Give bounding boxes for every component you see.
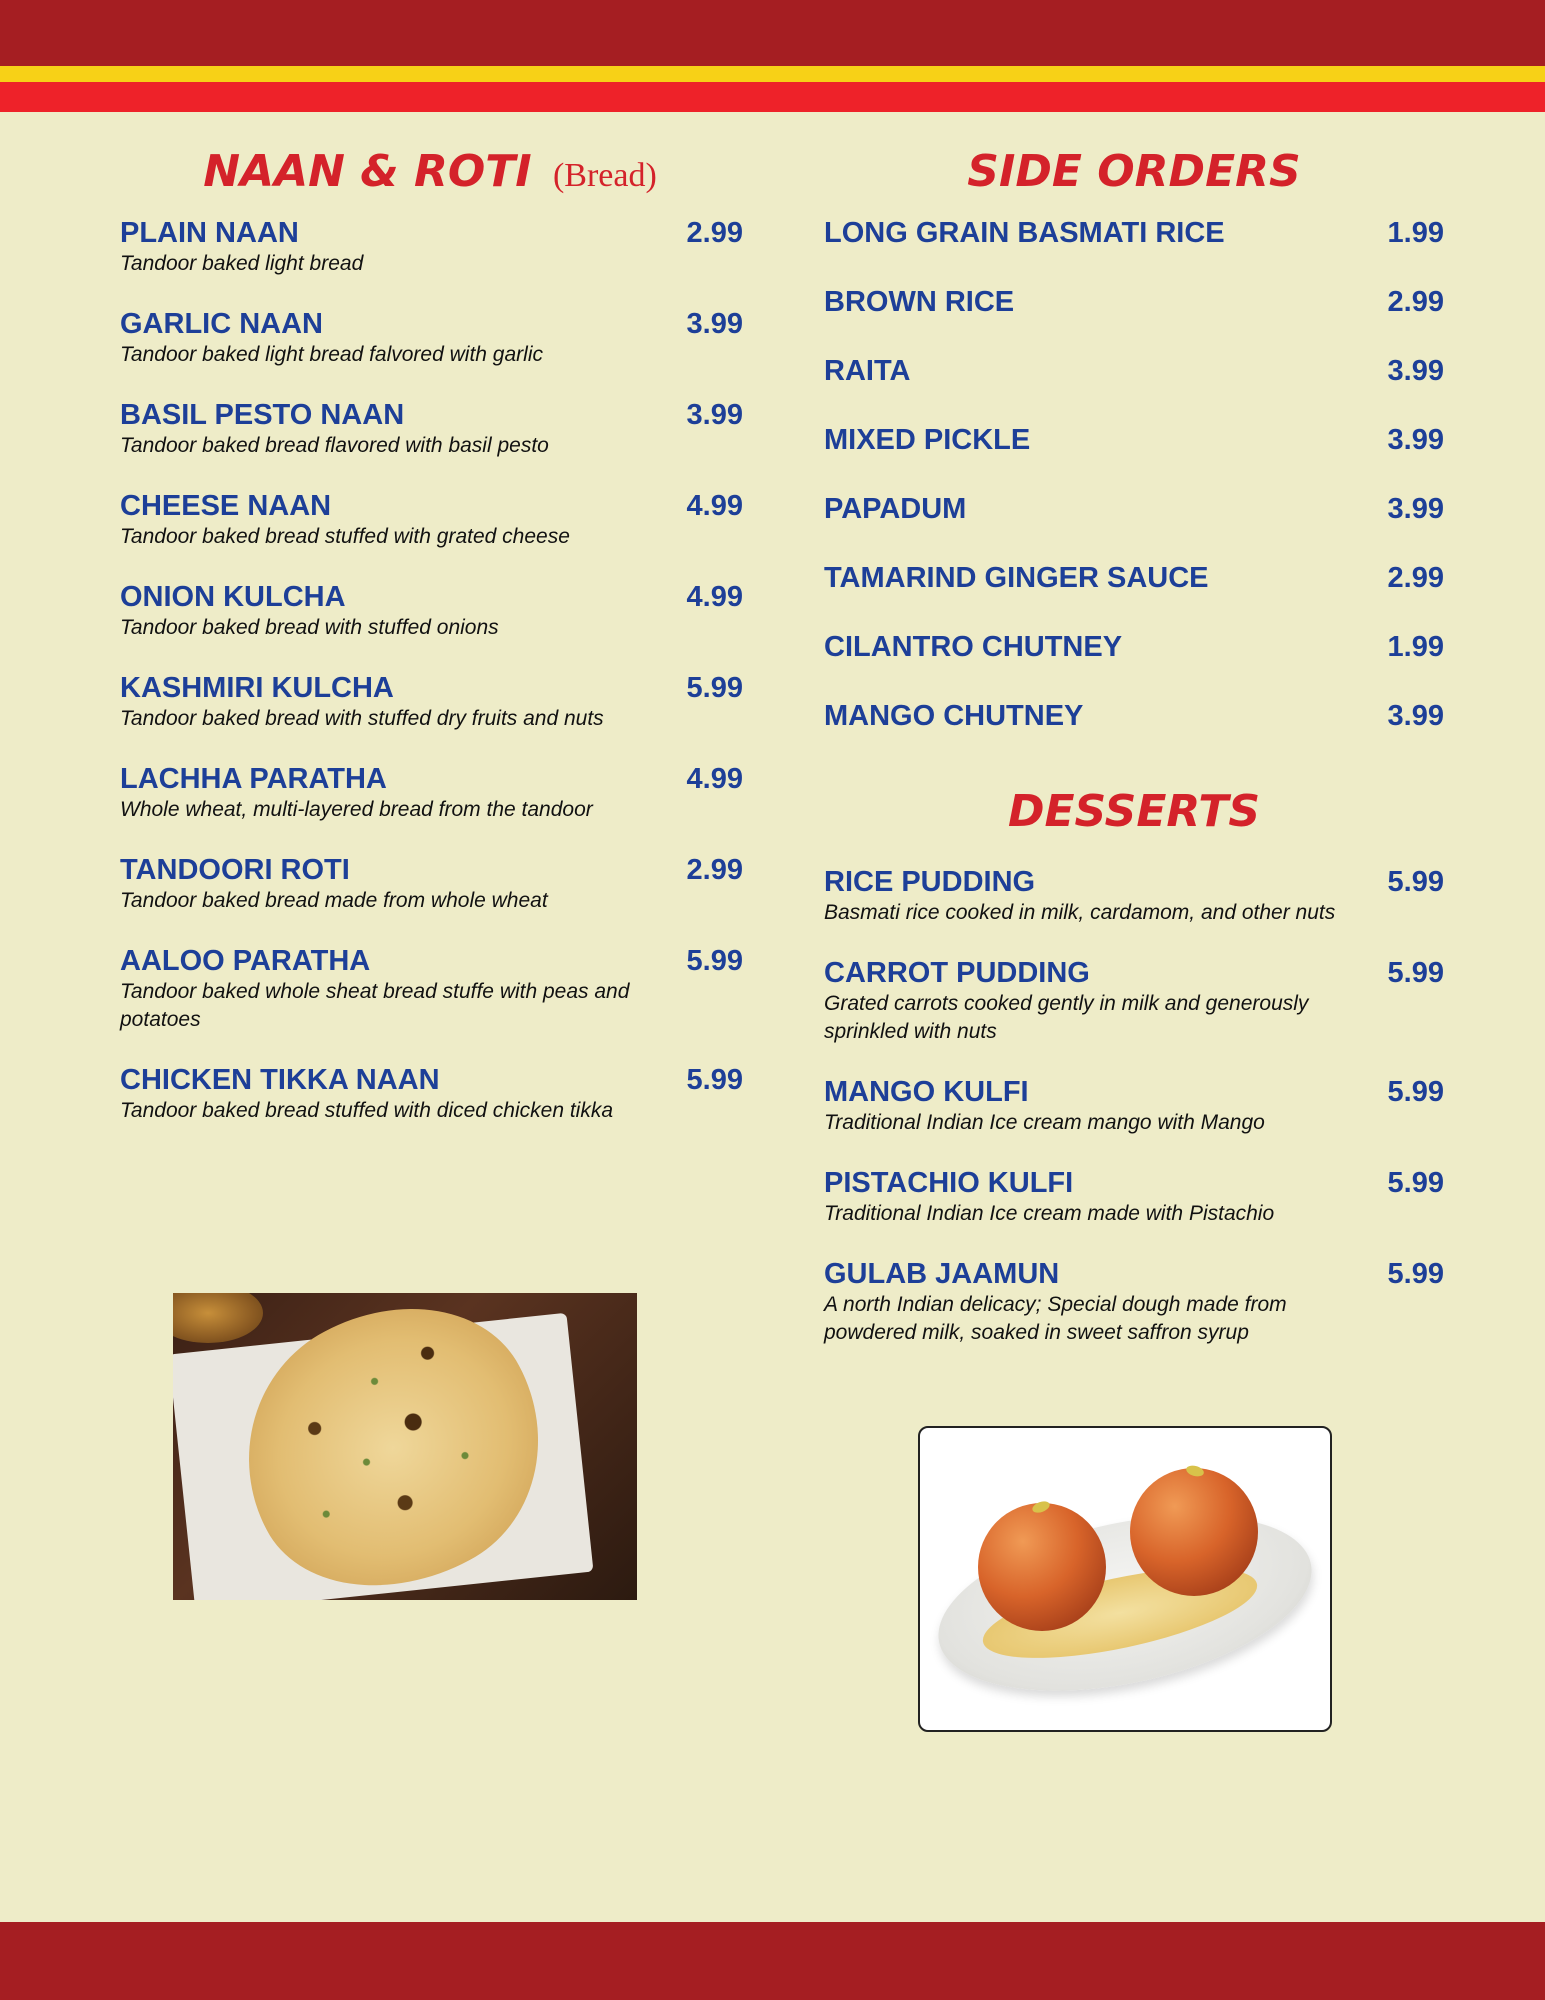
item-price: 5.99	[1387, 957, 1444, 989]
item-description: Tandoor baked bread flavored with basil pesto	[120, 434, 549, 457]
item-description: Tandoor baked bread with stuffed dry fruits and nuts	[120, 707, 604, 730]
item-price: 3.99	[686, 308, 743, 340]
item-description: Traditional Indian Ice cream mango with Mango	[824, 1111, 1265, 1134]
item-name: KASHMIRI KULCHA	[120, 672, 394, 704]
jamun-ball-shape	[978, 1503, 1106, 1631]
item-name: PISTACHIO KULFI	[824, 1167, 1074, 1199]
item-price: 1.99	[1387, 631, 1444, 663]
item-price: 5.99	[1387, 866, 1444, 898]
item-price: 4.99	[686, 581, 743, 613]
item-description: Tandoor baked bread made from whole wheat	[120, 889, 548, 912]
item-name: RICE PUDDING	[824, 866, 1036, 898]
top-yellow-stripe	[0, 66, 1545, 82]
item-name: CHICKEN TIKKA NAAN	[120, 1064, 440, 1096]
item-price: 2.99	[686, 217, 743, 249]
item-name: RAITA	[824, 355, 911, 387]
item-name: BROWN RICE	[824, 286, 1015, 318]
item-name: MANGO CHUTNEY	[824, 700, 1084, 732]
item-name: TAMARIND GINGER SAUCE	[824, 562, 1209, 594]
item-name: TANDOORI ROTI	[120, 854, 350, 886]
item-price: 3.99	[1387, 700, 1444, 732]
item-price: 5.99	[1387, 1258, 1444, 1290]
item-price: 4.99	[686, 763, 743, 795]
item-price: 5.99	[686, 672, 743, 704]
bottom-band	[0, 1922, 1545, 2000]
item-name: LACHHA PARATHA	[120, 763, 387, 795]
item-description: Whole wheat, multi-layered bread from the tandoor	[120, 798, 593, 821]
jamun-ball-shape	[1130, 1468, 1258, 1596]
side-orders-title: SIDE ORDERS	[967, 146, 1301, 197]
desserts-title: DESSERTS	[1007, 786, 1261, 837]
item-description: A north Indian delicacy; Special dough made from powdered milk, soaked in sweet saffron syrup	[824, 1293, 1287, 1344]
item-name: CARROT PUDDING	[824, 957, 1090, 989]
item-price: 3.99	[1387, 424, 1444, 456]
top-red-stripe	[0, 82, 1545, 112]
item-name: PAPADUM	[824, 493, 967, 525]
sauce-bowl-shape	[173, 1293, 263, 1343]
item-description: Traditional Indian Ice cream made with Pistachio	[824, 1202, 1275, 1225]
item-description: Tandoor baked light bread falvored with garlic	[120, 343, 543, 366]
item-price: 5.99	[686, 1064, 743, 1096]
item-name: GULAB JAAMUN	[824, 1258, 1060, 1290]
item-price: 4.99	[686, 490, 743, 522]
top-band	[0, 0, 1545, 66]
item-price: 3.99	[1387, 493, 1444, 525]
item-price: 5.99	[1387, 1076, 1444, 1108]
item-description: Grated carrots cooked gently in milk and generously sprinkled with nuts	[824, 992, 1309, 1043]
item-name: CHEESE NAAN	[120, 490, 332, 522]
garlic-naan-photo	[173, 1293, 637, 1600]
item-price: 3.99	[686, 399, 743, 431]
item-description: Tandoor baked light bread	[120, 252, 364, 275]
item-price: 5.99	[1387, 1167, 1444, 1199]
item-name: AALOO PARATHA	[120, 945, 371, 977]
item-name: GARLIC NAAN	[120, 308, 323, 340]
item-price: 1.99	[1387, 217, 1444, 249]
item-name: MIXED PICKLE	[824, 424, 1031, 456]
item-description: Tandoor baked bread with stuffed onions	[120, 616, 499, 639]
item-name: ONION KULCHA	[120, 581, 346, 613]
item-price: 2.99	[686, 854, 743, 886]
item-price: 3.99	[1387, 355, 1444, 387]
item-name: MANGO KULFI	[824, 1076, 1029, 1108]
naan-section-title	[120, 146, 740, 197]
item-price: 2.99	[1387, 286, 1444, 318]
item-name: PLAIN NAAN	[120, 217, 299, 249]
naan-title-text: NAAN & ROTI	[203, 146, 532, 197]
item-name: LONG GRAIN BASMATI RICE	[824, 217, 1225, 249]
item-price: 2.99	[1387, 562, 1444, 594]
item-description: Basmati rice cooked in milk, cardamom, and other nuts	[824, 901, 1336, 924]
item-name: CILANTRO CHUTNEY	[824, 631, 1123, 663]
item-description: Tandoor baked bread stuffed with diced chicken tikka	[120, 1099, 614, 1122]
gulab-jamun-photo	[918, 1426, 1332, 1732]
item-description: Tandoor baked whole sheat bread stuffe with peas and potatoes	[120, 980, 630, 1031]
item-price: 5.99	[686, 945, 743, 977]
naan-subtitle-text: (Bread)	[552, 157, 657, 194]
item-description: Tandoor baked bread stuffed with grated cheese	[120, 525, 570, 548]
item-name: BASIL PESTO NAAN	[120, 399, 405, 431]
